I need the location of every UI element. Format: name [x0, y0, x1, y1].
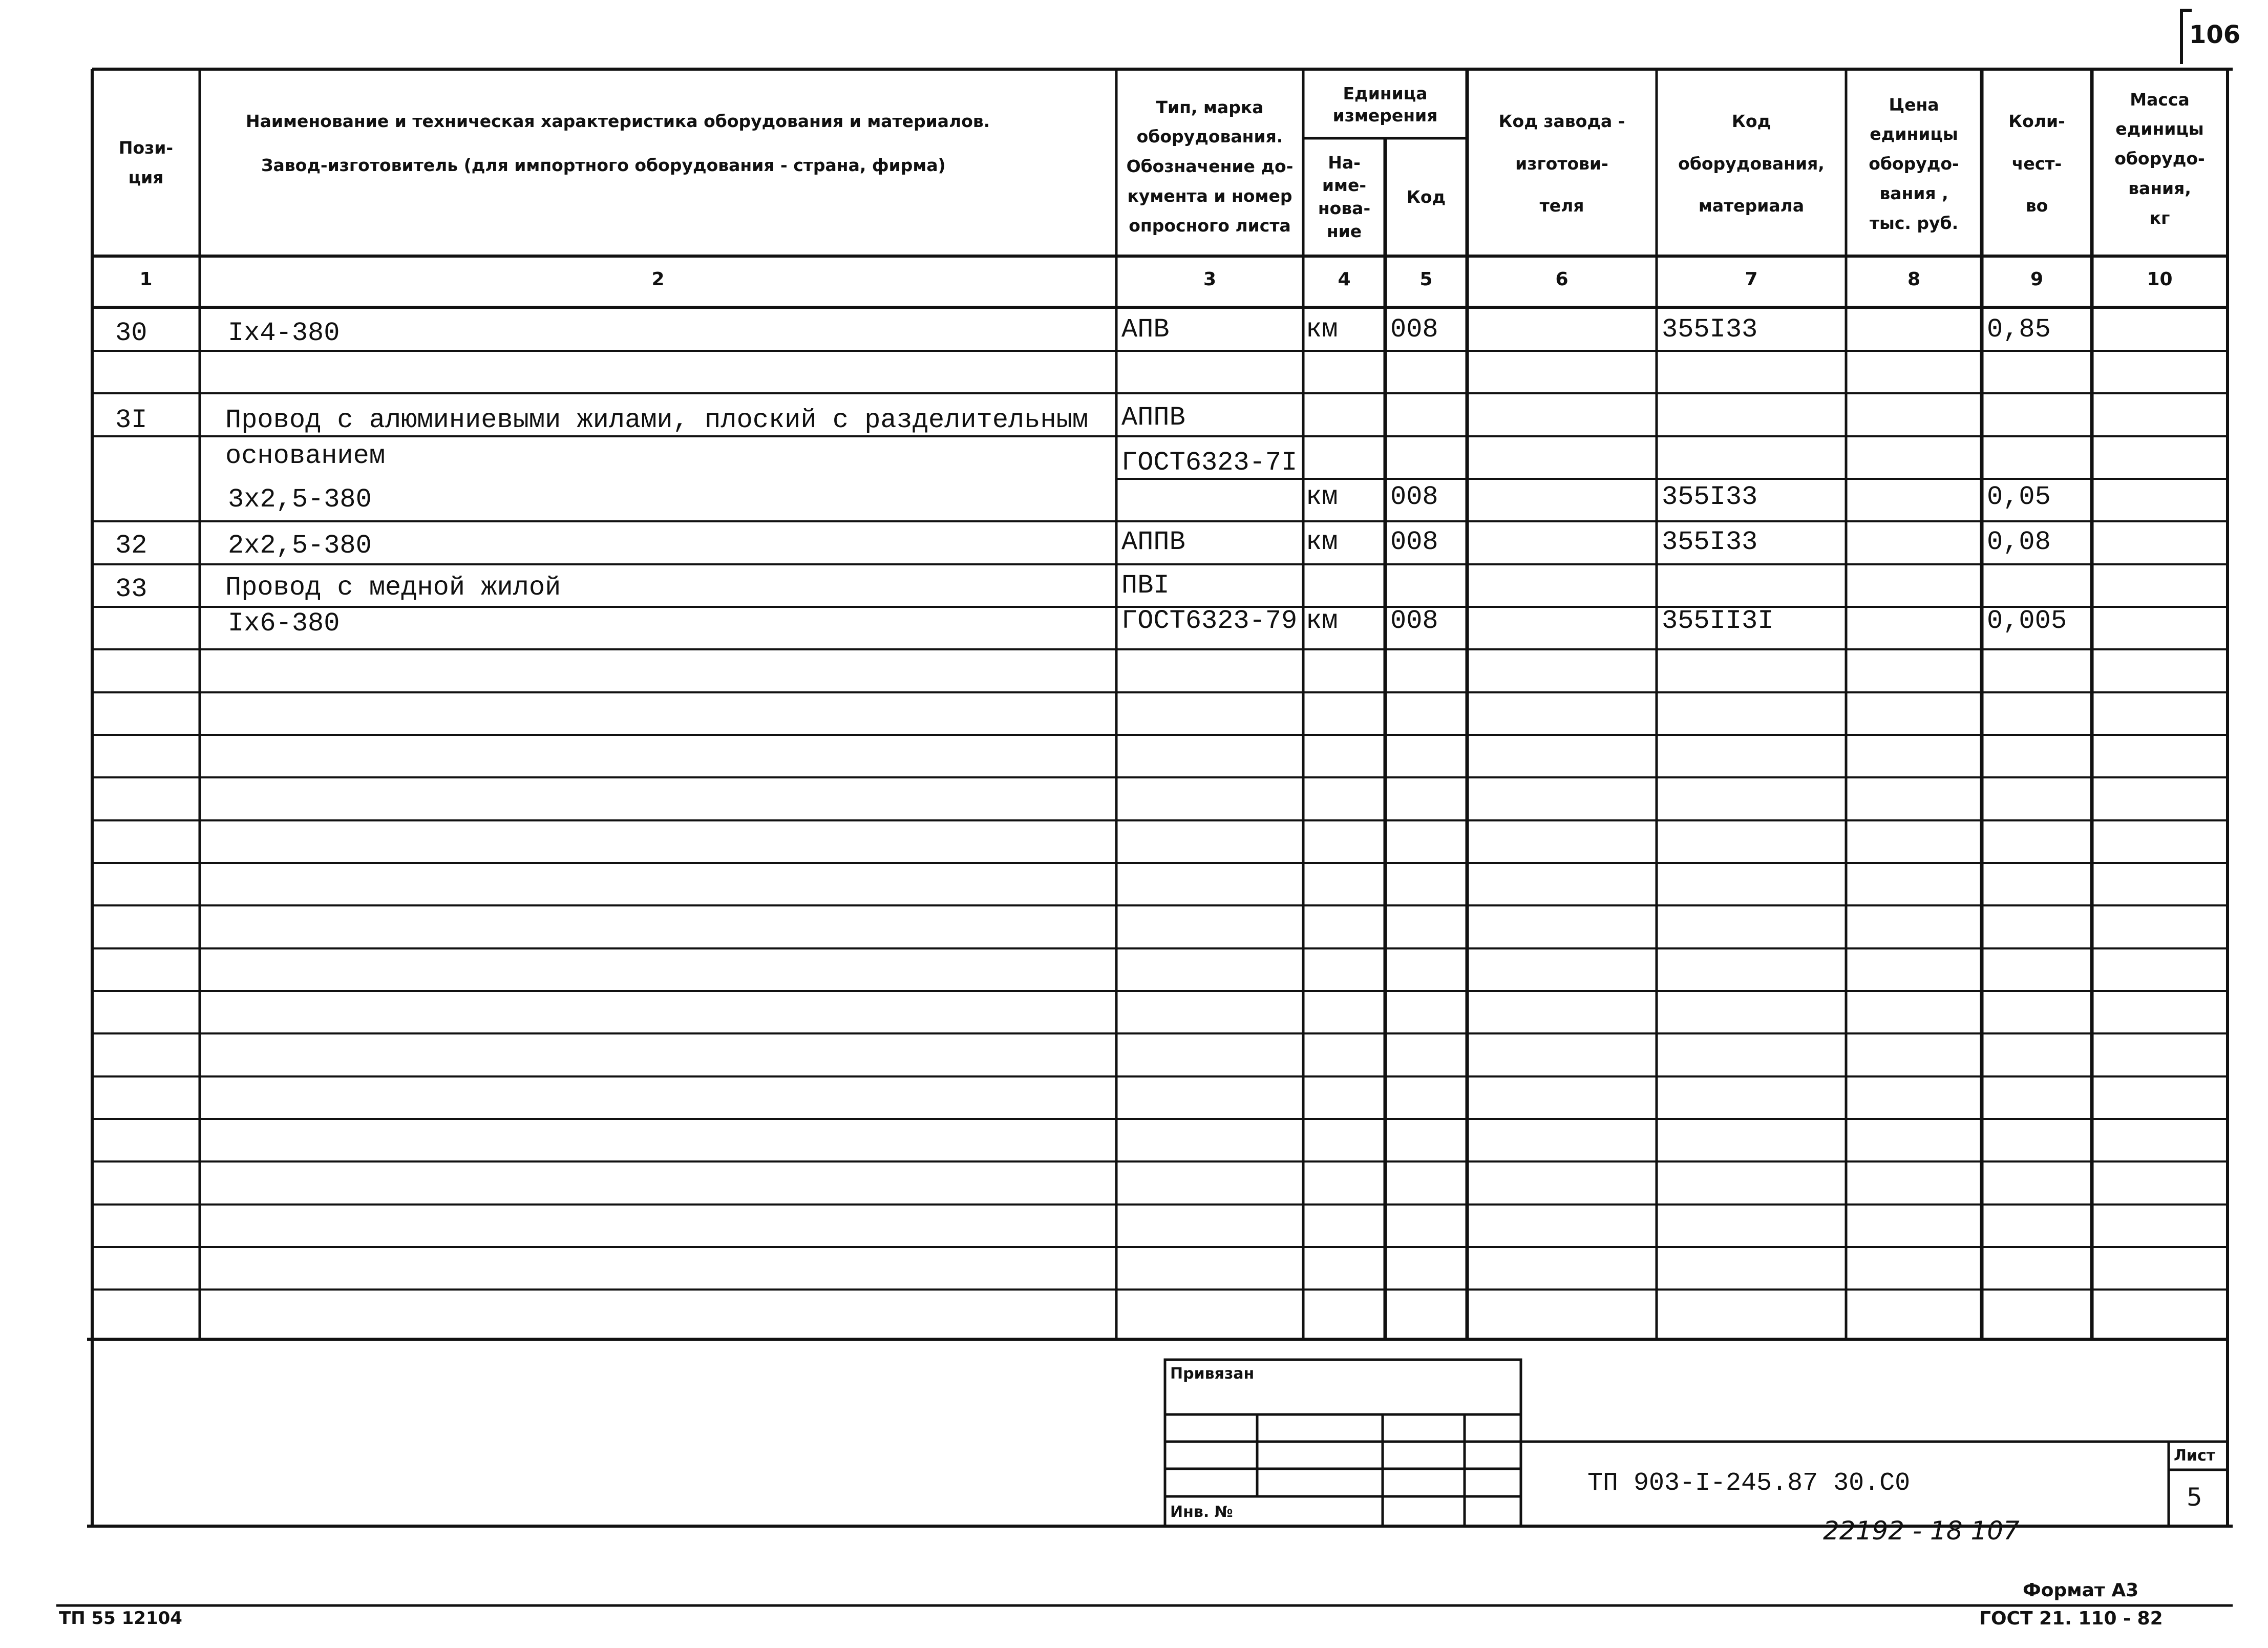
sheet-number: 5: [2187, 1483, 2202, 1512]
column-number: 3: [1203, 269, 1217, 290]
header-quantity: Коли- чест- во: [2008, 111, 2065, 216]
header-price: Цена единицы оборудо- вания , тыс. руб.: [1869, 94, 1959, 233]
header-equipment-code: Код оборудования, материала: [1678, 111, 1825, 216]
table-row-unit: км: [1306, 606, 1338, 636]
table-row-name: основанием: [225, 441, 386, 471]
handwritten-number: 22192 - 18 107: [1823, 1516, 2020, 1546]
header-plant-code: Код завода - изготови- теля: [1498, 111, 1625, 216]
header-unit-code: Код: [1406, 187, 1446, 207]
table-row-unit-code: 008: [1390, 606, 1438, 636]
table-row-name: Провод с алюминиевыми жилами, плоский с разделительным: [225, 405, 1089, 435]
inventory-label: Инв. №: [1170, 1503, 1233, 1521]
document-code: ТП 903-I-245.87 30.С0: [1587, 1469, 1911, 1498]
table-row-type: АППВ: [1121, 527, 1185, 557]
table-row-unit-code: 008: [1390, 527, 1438, 557]
table-row-quantity: 0,08: [1987, 527, 2051, 557]
column-number: 1: [139, 269, 153, 290]
header-name: Наименование и техническая характеристика оборудования и материалов. Завод-изготовитель (для импортного оборудования - страна, фирма): [246, 111, 990, 175]
column-number: 8: [1907, 269, 1921, 290]
header-mass: Масса единицы оборудо- вания, кг: [2114, 89, 2205, 228]
header-position: Пози- ция: [118, 137, 174, 187]
footer-left-code: ТП 55 12104: [59, 1608, 182, 1629]
column-number: 6: [1555, 269, 1568, 290]
column-number: 2: [651, 269, 665, 290]
table-row-name: 3х2,5-380: [228, 484, 372, 515]
footer-format: Формат А3: [2023, 1580, 2139, 1601]
table-row-position: 3I: [115, 405, 147, 435]
column-number: 10: [2147, 269, 2173, 290]
table-row-type: АПВ: [1121, 314, 1170, 345]
column-number: 5: [1419, 269, 1433, 290]
table-row-equipment-code: 355I33: [1662, 527, 1758, 557]
table-row-position: 33: [115, 574, 147, 604]
table-row-equipment-code: 355I33: [1662, 482, 1758, 512]
table-row-type: АППВ: [1121, 403, 1185, 433]
header-unit-group: Единица измерения: [1332, 83, 1438, 125]
table-row-position: 30: [115, 318, 147, 348]
table-row-equipment-code: 355I33: [1662, 314, 1758, 345]
table-row-quantity: 0,85: [1987, 314, 2051, 345]
table-row-name: Iх4-380: [228, 318, 340, 348]
header-unit-name: На- име- нова- ние: [1318, 152, 1371, 241]
footer-standard: ГОСТ 21. 110 - 82: [1979, 1608, 2163, 1629]
header-type: Тип, марка оборудования. Обозначение до- кумента и номер опросного листа: [1126, 97, 1294, 236]
table-row-unit: км: [1306, 527, 1338, 557]
table-row-type: ГОСТ6323-7I: [1121, 448, 1298, 478]
column-number: 4: [1338, 269, 1351, 290]
table-row-name: Iх6-380: [228, 608, 340, 639]
bound-label: Привязан: [1170, 1365, 1255, 1383]
table-row-name: Провод с медной жилой: [225, 573, 561, 603]
table-row-name: 2х2,5-380: [228, 531, 372, 561]
sheet-label: Лист: [2174, 1447, 2216, 1465]
table-row-type: ПВI: [1121, 571, 1170, 601]
column-number: 9: [2030, 269, 2044, 290]
table-row-quantity: 0,005: [1987, 606, 2067, 636]
column-number: 7: [1745, 269, 1758, 290]
table-row-unit-code: 008: [1390, 314, 1438, 345]
table-row-quantity: 0,05: [1987, 482, 2051, 512]
table-row-position: 32: [115, 531, 147, 561]
table-row-equipment-code: 355II3I: [1662, 606, 1774, 636]
page-number: 106: [2189, 20, 2241, 49]
table-row-unit: км: [1306, 314, 1338, 345]
table-row-unit-code: 008: [1390, 482, 1438, 512]
table-row-unit: км: [1306, 482, 1338, 512]
table-row-type: ГОСТ6323-79: [1121, 606, 1298, 636]
